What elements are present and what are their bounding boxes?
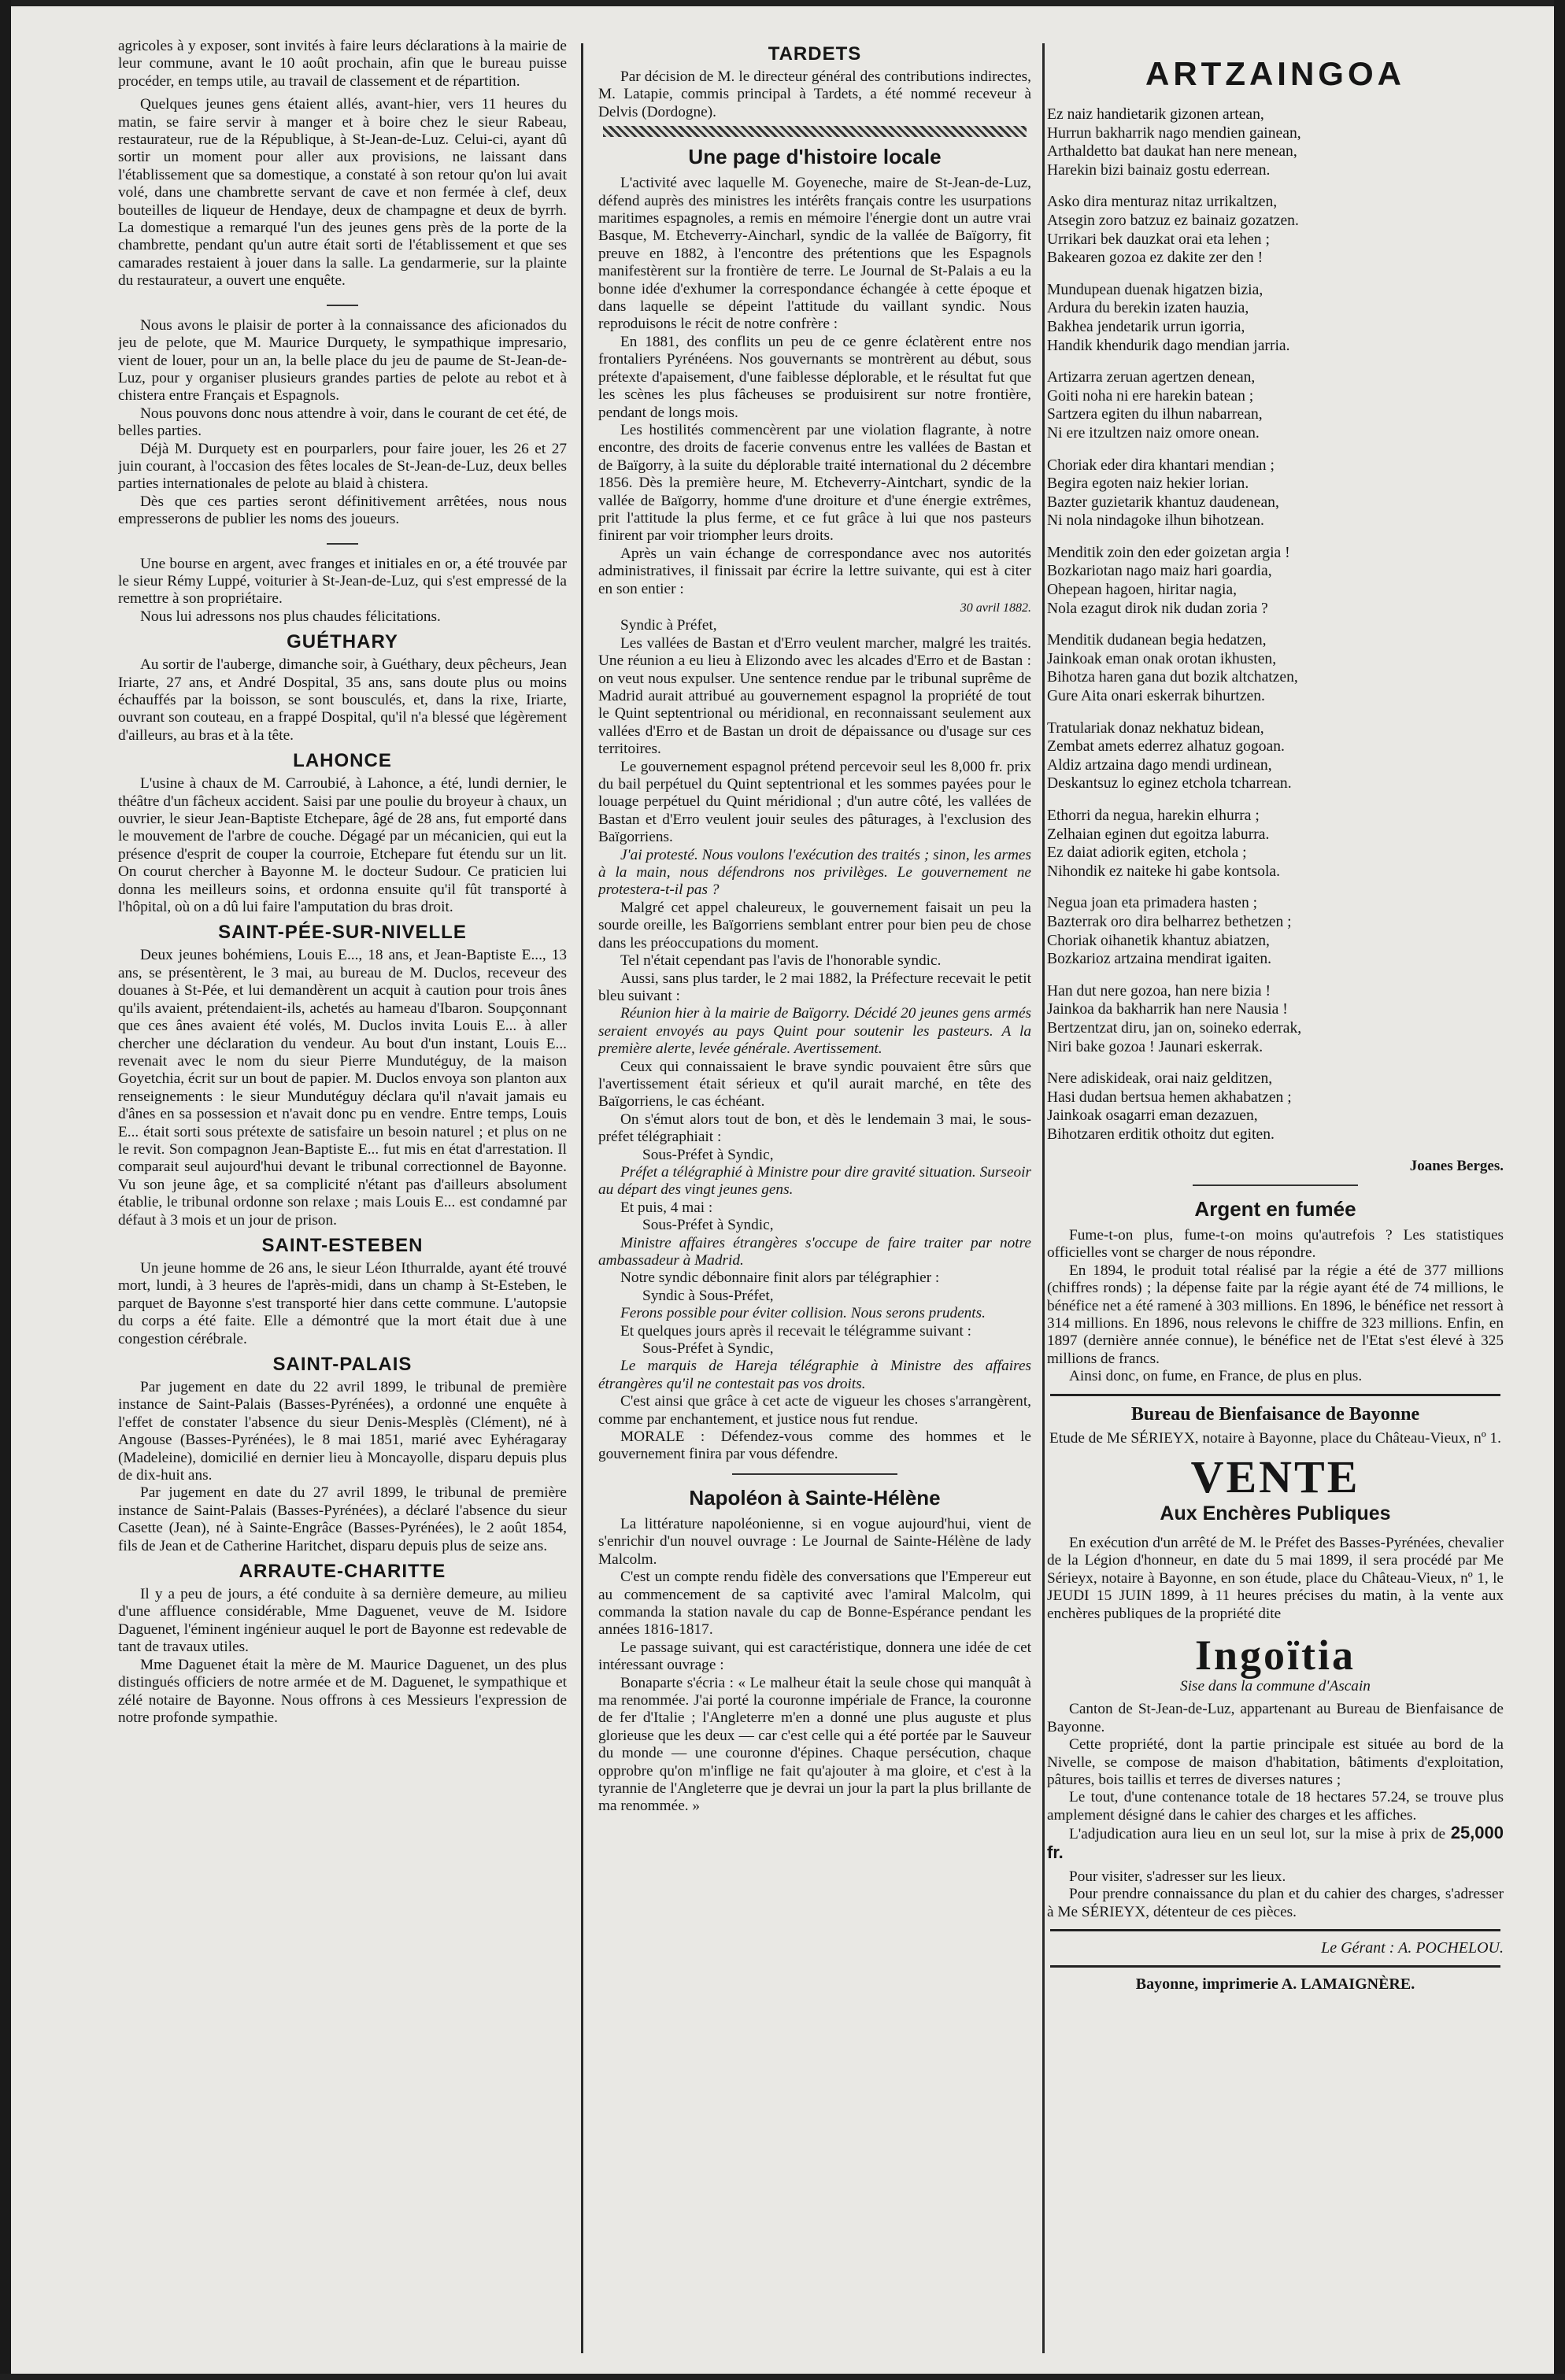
telegram-header: Sous-Préfet à Syndic, — [642, 1217, 774, 1234]
column-rule-1 — [581, 43, 583, 2353]
article-paragraph: L'usine à chaux de M. Carroubié, à Lahonce, a été, lundi dernier, le théâtre d'un fâcheux accident. Saisi par une poulie du broyeur à chaux, un ouvrier, le sieur Jean-Baptiste Etchepare, âgé de 28 ans, fut emporté dans le mouvement de l'arbre de couche. Dégagé par un mécanicien, qui eut la présence d'esprit de couper la courroie, Etchepare fut étendu sur un lit. On courut chercher à Bayonne M. le docteur Sudour. Ce praticien lui donna les meilleurs soins, et ordonna ensuite qu'il fût transporté à l'hôpital, où on a dû lui faire l'amputation du bras droit. — [118, 775, 567, 916]
letter-salutation: Syndic à Préfet, — [620, 617, 717, 634]
separator — [1050, 1965, 1500, 1968]
moral-label: MORALE — [620, 1428, 685, 1446]
article-paragraph: Tel n'était cependant pas l'avis de l'honorable syndic. — [620, 952, 942, 970]
poem-line: Ni ere itzultzen naiz omore onean. — [1047, 424, 1260, 442]
poem-line: Bozkariotan nago maiz hari goardia, — [1047, 563, 1272, 580]
poem-stanza — [1047, 456, 1504, 530]
section-heading: ARRAUTE-CHARITTE — [239, 1561, 446, 1583]
poem-line: Bihotzaren erditik othoitz dut egiten. — [1047, 1125, 1275, 1143]
decorative-rule — [603, 126, 1027, 137]
sale-title: VENTE — [1190, 1451, 1360, 1502]
poem-stanza — [1047, 281, 1504, 355]
article-paragraph: Malgré cet appel chaleureux, le gouvernement faisait un peu la sourde oreille, les Baïgorriens semblant entrer pour bien peu de chose dans les préoccupations du moment. — [598, 899, 1031, 952]
poem-line: Handik khendurik dago mendian jarria. — [1047, 337, 1290, 354]
poem-line: Jainkoak osagarri eman dezazuen, — [1047, 1107, 1258, 1125]
article-paragraph: En 1881, des conflits un peu de ce genre éclatèrent entre nos frontaliers Pyrénéens. Nos gouvernants se montrèrent au début, sous prétexte d'apaisement, d'une faiblesse déplorable, et le résultat fut que les scènes les plus fâcheuses se produisirent sur notre frontière, pendant de longs mois. — [598, 333, 1031, 421]
poem-line: Sartzera egiten du ilhun nabarrean, — [1047, 406, 1263, 423]
printer-line: Bayonne, imprimerie A. LAMAIGNÈRE. — [1135, 1975, 1415, 1993]
article-paragraph: Et puis, 4 mai : — [620, 1199, 713, 1216]
poem-line: Tratulariak donaz nekhatuz bidean, — [1047, 719, 1264, 737]
separator — [1050, 1929, 1500, 1931]
poem-line: Ethorri da negua, harekin elhurra ; — [1047, 808, 1260, 824]
section-heading: SAINT-ESTEBEN — [261, 1234, 424, 1256]
poem-line: Hasi dudan bertsua hemen akhabatzen ; — [1047, 1088, 1292, 1106]
property-name: Ingoïtia — [1194, 1632, 1356, 1679]
section-heading: SAINT-PALAIS — [272, 1354, 413, 1375]
poem-line: Arthaldetto bat daukat han nere menean, — [1047, 143, 1297, 161]
telegram-text: Préfet a télégraphié à Ministre pour dire gravité situation. Surseoir au départ des vingt jeunes gens. — [598, 1163, 1031, 1199]
poem-line: Artizarra zeruan agertzen denean, — [1047, 369, 1256, 386]
telegram-text: Ferons possible pour éviter collision. Nous serons prudents. — [620, 1305, 986, 1322]
poem-stanza — [1047, 894, 1504, 968]
poem-line: Menditik dudanean begia hedatzen, — [1047, 632, 1267, 649]
article-paragraph: Les hostilités commencèrent par une violation flagrante, à notre encontre, des droits de facerie convenus entre les vallées de Bastan et de Baïgorry, à la suite du déplorable traité international du 2 décembre 1856. Dès la première heure, M. Etcheverry-Aintchart, syndic de la vallée de Baïgorry, homme d'une droiture et d'une énergie extrêmes, prit l'attitude la plus ferme, et ce fut grâce à lui que nos pasteurs finirent par voir triompher leurs droits. — [598, 421, 1031, 545]
article-paragraph: Ainsi donc, on fume, en France, de plus en plus. — [1069, 1368, 1363, 1385]
article-paragraph: L'activité avec laquelle M. Goyeneche, maire de St-Jean-de-Luz, défend auprès des ministres les intérêts français contre les usurpations maritimes espagnoles, a remis en mémoire l'énergie dont un autre vrai Basque, M. Etcheverry-Aincharl, syndic de la vallée de Baïgorry, fit preuve en 1882, à l'encontre des prétentions que les Espagnols manifestèrent sur la frontière de terre. Le Journal de St-Palais a eu la bonne idée d'exhumer la correspondance échangée à cette époque et dans laquelle se dépeint l'attitude du vaillant syndic. Nous reproduisons le récit de notre confrère : — [598, 175, 1031, 333]
poem-stanza — [1047, 807, 1504, 881]
section-heading: SAINT-PÉE-SUR-NIVELLE — [218, 922, 467, 944]
notice-paragraph: Canton de St-Jean-de-Luz, appartenant au Bureau de Bienfaisance de Bayonne. — [1047, 1701, 1504, 1735]
article-paragraph: Par jugement en date du 27 avril 1899, le tribunal de première instance de Saint-Palais (Basses-Pyrénées), a déclaré l'absence du sieur Casette (Jean), né à Sainte-Engrâce (Basses-Pyrénées), le 2 août 1854, fils de Jean et de Catherine Haritchet, disparu depuis plus de seize ans. — [118, 1484, 567, 1554]
poem-stanza — [1047, 544, 1504, 618]
notice-paragraph: Cette propriété, dont la partie principale est située au bord de la Nivelle, se compose de maison d'habitation, bâtiments d'exploitation, pâtures, bois taillis et terres de diverses natures ; — [1047, 1736, 1504, 1789]
poem-line: Bozkarioz artzaina mendirat igaiten. — [1047, 951, 1272, 968]
poem-line: Choriak eder dira khantari mendian ; — [1047, 456, 1275, 474]
poem-line: Negua joan eta primadera hasten ; — [1047, 895, 1258, 912]
poem-stanza — [1047, 368, 1504, 442]
separator — [327, 305, 358, 306]
letter-date: 30 avril 1882. — [960, 601, 1031, 615]
article-paragraph: Ceux qui connaissaient le brave syndic pouvaient être sûrs que l'avertissement était sérieux et qu'il aurait marché, en tête des Baïgorriens, le cas échéant. — [598, 1058, 1031, 1111]
article-moral — [598, 1428, 1031, 1464]
poem-line: Nola ezagut dirok nik dudan zoria ? — [1047, 600, 1268, 617]
article-paragraph: Il y a peu de jours, a été conduite à sa dernière demeure, au milieu d'une affluence considérable, Mme Daguenet, veuve de M. Isidore Daguenet, l'éminent ingénieur auquel le port de Bayonne est redevable de tant de travaux utiles. — [118, 1586, 567, 1656]
poem-line: Ohepean hagoen, hiritar nagia, — [1047, 582, 1238, 599]
notice-paragraph — [1047, 1824, 1504, 1863]
article-paragraph: C'est un compte rendu fidèle des conversations que l'Empereur eut au commencement de sa captivité avec l'amiral Malcolm, qui commanda la station navale du cap de Bonne-Espérance pendant les années 1816-1817. — [598, 1569, 1031, 1639]
poem-line: Bakhea jendetarik urrun igorria, — [1047, 318, 1245, 335]
notice-paragraph: Le tout, d'une contenance totale de 18 hectares 57.24, se trouve plus amplement désigné dans le cahier des charges et les affiches. — [1047, 1789, 1504, 1824]
article-paragraph: Aussi, sans plus tarder, le 2 mai 1882, la Préfecture recevait le petit bleu suivant : — [598, 970, 1031, 1004]
notice-paragraph: Pour visiter, s'adresser sur les lieux. — [1069, 1868, 1286, 1886]
separator — [732, 1473, 897, 1475]
separator — [327, 543, 358, 545]
poem-title: ARTZAINGOA — [1145, 55, 1405, 92]
article-paragraph: On s'émut alors tout de bon, et dès le lendemain 3 mai, le sous-préfet télégraphiait : — [598, 1111, 1031, 1146]
article-title: Argent en fumée — [1194, 1196, 1356, 1221]
letter-paragraph: J'ai protesté. Nous voulons l'exécution des traités ; sinon, les armes à la main, nous défendrons nos privilèges. Le gouvernement ne protestera-t-il pas ? — [598, 846, 1031, 899]
article-paragraph: Un jeune homme de 26 ans, le sieur Léon Ithurralde, ayant été trouvé mort, lundi, à 3 heures de l'après-midi, dans un champ à St-Esteben, le parquet de Bayonne s'est transporté hier dans cette commune. L'autopsie du corps a été faite. Elle a démontré que la mort était due à une congestion cérébrale. — [118, 1259, 567, 1347]
poem-line: Bazterrak oro dira belharrez bethetzen ; — [1047, 913, 1292, 930]
article-paragraph: C'est ainsi que grâce à cet acte de vigueur les choses s'arrangèrent, comme par enchantement, et justice nous fut rendue. — [598, 1393, 1031, 1428]
column-right — [1047, 38, 1504, 2344]
article-paragraph: Bonaparte s'écria : « Le malheur était la seule chose qui manquât à ma renommée. J'ai porté la couronne impériale de France, la couronne de fer d'Italie ; l'Angleterre m'en a donné une plus auguste et plus glorieuse que les deux — car c'est celle qui a été portée par le Sauveur du monde — une couronne d'épines. Chaque persécution, chaque opprobre qu'on m'inflige ne fait qu'ajouter à ma gloire, et c'est à la tyrannie de l'Angleterre que je devrai un jour la part la plus brillante de ma renommée. » — [598, 1674, 1031, 1815]
poem-stanza — [1047, 193, 1504, 267]
article-paragraph: Et quelques jours après il recevait le télégramme suivant : — [620, 1322, 971, 1340]
poem-line: Choriak oihanetik khantuz abiatzen, — [1047, 932, 1270, 949]
article-title: Une page d'histoire locale — [688, 145, 942, 169]
article-paragraph: Notre syndic débonnaire finit alors par télégraphier : — [620, 1269, 940, 1287]
article-paragraph: Au sortir de l'auberge, dimanche soir, à Guéthary, deux pêcheurs, Jean Iriarte, 27 ans, et André Dospital, 35 ans, sans doute plus ou moins échauffés par la boisson, se sont bousculés, et, dans la rixe, Iriarte, ouvrant son couteau, en a frappé Dospital, qu'il n'a blessé que légèrement d'ailleurs, au bras et à la tête. — [118, 656, 567, 744]
poem-line: Nihondik ez naiteke hi gabe kontsola. — [1047, 863, 1281, 880]
poem-line: Jainkoa da bakharrik han nere Nausia ! — [1047, 1001, 1288, 1018]
property-location: Sise dans la commune d'Ascain — [1180, 1678, 1371, 1694]
poem-line: Aldiz artzaina dago mendi urdinean, — [1047, 756, 1272, 774]
article-paragraph: Deux jeunes bohémiens, Louis E..., 18 ans, et Jean-Baptiste E..., 13 ans, se présentèrent, le 3 mai, au bureau de M. Duclos, receveur des douanes à St-Pée, et lui demandèrent un acquit à caution pour trois ânes qu'ils avaient, prétendaient-ils, achetés au hameau d'Ibaron. Soupçonnant que ces ânes avaient été volés, M. Duclos invita Louis E... à aller chercher une déclaration du vendeur. Au bout d'un instant, Louis E... revenait avec le nom du sieur Pierre Mundutéguy, de la maison Goyetchia, écrit sur un bout de papier. M. Duclos envoya son planton aux renseignements : le sieur Mundutéguy déclara qu'il n'avait jamais eu d'ânes en sa possession et n'avait donc pu en vendre. Entre temps, Louis E... était sorti sous prétexte de satisfaire un besoin naturel ; et plus on ne le revit. Son compagnon Jean-Baptiste E... fut mis en état d'arrestation. Il comparait seul aujourd'hui devant le tribunal correctionnel de Bayonne. Vu son jeune âge, et sa complicité n'étant pas d'ailleurs absolument établie, le tribunal ordonne son relaxe ; mais Louis E... est condamné par défaut à 3 mois et un jour de prison. — [118, 947, 567, 1229]
scan-border-bottom — [0, 2374, 1565, 2380]
telegram-text: Réunion hier à la mairie de Baïgorry. Décidé 20 jeunes gens armés seraient envoyés au pays Quint pour soutenir les pasteurs. A la première alerte, levée générale. Avertissement. — [598, 1005, 1031, 1058]
poem-line: Harekin bizi bainaiz gostu ederrean. — [1047, 161, 1271, 179]
scan-border-top — [0, 0, 1565, 6]
poem-line: Ez naiz handietarik gizonen artean, — [1047, 106, 1264, 123]
poem-line: Ez daiat adiorik egiten, etchola ; — [1047, 844, 1247, 862]
poem-line: Urrikari bek dauzkat orai eta lehen ; — [1047, 231, 1270, 248]
notice-price: 25,000 fr. — [1047, 1823, 1504, 1862]
poem-line: Jainkoak eman onak orotan ikhusten, — [1047, 650, 1277, 667]
article-paragraph: Dès que ces parties seront définitivement arrêtées, nous nous empresserons de publier les noms des joueurs. — [118, 493, 567, 528]
article-paragraph: Quelques jeunes gens étaient allés, avant-hier, vers 11 heures du matin, se faire servir à manger et à boire chez le sieur Rabeau, restaurateur, rue de la République, à St-Jean-de-Luz. Celui-ci, ayant dû sortir un moment pour aller aux provisions, ne laissant dans l'établissement que sa domestique, a constaté à son retour qu'on lui avait volé, dans une chambrette servant de cave et non fermée à clef, deux bouteilles de liqueur de Hendaye, deux de champagne et deux de byrrh. La domestique a remarqué l'un des jeunes gens près de la porte de la chambrette, pendant qu'un autre était sorti de l'établissement et que ses camarades restaient à jouer dans la salle. La gendarmerie, sur la plainte du restaurateur, a ouvert une enquête. — [118, 96, 567, 290]
article-paragraph: agricoles à y exposer, sont invités à faire leurs déclarations à la mairie de leur commune, avant le 10 août prochain, afin que le bureau puisse procéder, en temps utile, au travail de classement et de répartition. — [118, 38, 567, 90]
poem-stanza — [1047, 1070, 1504, 1144]
scan-border-left — [0, 0, 11, 2380]
column-middle — [598, 38, 1031, 2336]
article-paragraph: La littérature napoléonienne, si en vogue aujourd'hui, vient de s'enrichir d'un nouvel ouvrage : Le Journal de Sainte-Hélène de lady Malcolm. — [598, 1515, 1031, 1568]
poem-stanza — [1047, 719, 1504, 793]
separator — [1050, 1394, 1500, 1396]
article-paragraph: Après un vain échange de correspondance avec nos autorités administratives, il finissait par écrire la lettre suivante, qui est à citer en son entier : — [598, 545, 1031, 597]
poem-stanza — [1047, 982, 1504, 1056]
poem-line: Bertzentzat diru, jan on, soineko ederrak, — [1047, 1019, 1302, 1037]
poem-line: Bakearen gozoa ez dakite zer den ! — [1047, 249, 1263, 267]
article-paragraph: Déjà M. Durquety est en pourparlers, pour faire jouer, les 26 et 27 juin courant, à l'occasion des fêtes locales de St-Jean-de-Luz, deux belles parties internationales de pelote au blaid à chistera. — [118, 440, 567, 493]
article-paragraph: Mme Daguenet était la mère de M. Maurice Daguenet, un des plus distingués officiers de notre armée et de M. Daguenet, le sympathique et zélé notaire de Bayonne. Nous offrons à ces Messieurs l'expression de notre profonde sympathie. — [118, 1656, 567, 1726]
poem-stanza — [1047, 105, 1504, 179]
poem-signature: Joanes Berges. — [1409, 1157, 1504, 1174]
notice-heading: Bureau de Bienfaisance de Bayonne — [1130, 1403, 1420, 1425]
poem-line: Asko dira menturaz nitaz urrikaltzen, — [1047, 194, 1278, 211]
article-paragraph: Fume-t-on plus, fume-t-on moins qu'autrefois ? Les statistiques officielles vont se charger de nous répondre. — [1047, 1226, 1504, 1262]
poem-line: Menditik zoin den eder goizetan argia ! — [1047, 544, 1290, 561]
poem-line: Zelhaian eginen dut egoitza laburra. — [1047, 826, 1270, 843]
poem-line: Hurrun bakharrik nago mendien gainean, — [1047, 124, 1301, 142]
poem-stanza — [1047, 631, 1504, 705]
section-heading: TARDETS — [768, 43, 862, 65]
article-paragraph: Nous pouvons donc nous attendre à voir, dans le courant de cet été, de belles parties. — [118, 405, 567, 440]
article-paragraph: Par jugement en date du 22 avril 1899, le tribunal de première instance de Saint-Palais (Basses-Pyrénées), a ordonné une enquête à l'effet de constater l'absence du sieur Denis-Mesplès (Clément), né à Angouse (Basses-Pyrénées), le 8 mai 1851, marié avec Eyhéragaray (Madeleine), domicilié en dernier lieu à Moncayolle, disparu depuis plus de dix-huit ans. — [118, 1379, 567, 1484]
poem-line: Niri bake gozoa ! Jaunari eskerrak. — [1047, 1038, 1263, 1055]
article-title: Napoléon à Sainte-Hélène — [689, 1485, 941, 1510]
telegram-text: Le marquis de Hareja télégraphie à Ministre des affaires étrangères qu'il ne contestait pas vos droits. — [598, 1358, 1031, 1392]
poem-line: Nere adiskideak, orai naiz gelditzen, — [1047, 1070, 1273, 1088]
telegram-header: Syndic à Sous-Préfet, — [642, 1287, 774, 1304]
column-rule-2 — [1042, 43, 1045, 2353]
letter-paragraph: Les vallées de Bastan et d'Erro veulent marcher, malgré les traités. Une réunion a eu lieu à Elizondo avec les alcades d'Erro et de Bastan : on veut nous expulser. Une sentence rendue par le tribunal suprême de Madrid aurait attribué au gouvernement espagnol la propriété de tout le Quint septentrional ou méridional, en reconnaissant seulement aux vallées d'Erro et de Bastan un droit de dépaissance ou d'usage sur ces territoires. — [598, 634, 1031, 758]
telegram-header: Sous-Préfet à Syndic, — [642, 1340, 774, 1358]
poem-line: Atsegin zoro batzuz ez bainaiz gozatzen. — [1047, 212, 1299, 229]
publisher-manager: Le Gérant : A. POCHELOU. — [1321, 1939, 1504, 1957]
moral-text: : Défendez-vous comme des hommes et le gouvernement finira par vous défendre. — [598, 1428, 1031, 1463]
article-paragraph: Nous lui adressons nos plus chaudes félicitations. — [140, 608, 441, 625]
section-heading: GUÉTHARY — [287, 631, 398, 653]
notice-address: Etude de Me SÉRIEYX, notaire à Bayonne, place du Château-Vieux, nº 1. — [1049, 1429, 1501, 1447]
poem — [1047, 105, 1504, 1144]
article-paragraph: Une bourse en argent, avec franges et initiales en or, a été trouvée par le sieur Rémy Luppé, voiturier à St-Jean-de-Luz, qui s'est empressé de la remettre à son propriétaire. — [118, 555, 567, 608]
poem-line: Zembat amets ederrez alhatuz gogoan. — [1047, 738, 1285, 756]
poem-line: Begira egoten naiz hekier lorian. — [1047, 475, 1249, 493]
notice-paragraph: Pour prendre connaissance du plan et du cahier des charges, s'adresser à Me SÉRIEYX, détenteur de ces pièces. — [1047, 1886, 1504, 1920]
telegram-header: Sous-Préfet à Syndic, — [642, 1146, 774, 1163]
letter-paragraph: Le gouvernement espagnol prétend percevoir seul les 8,000 fr. prix du bail perpétuel du Quint septentrional et les sommes payées pour le louage perpétuel du Quint méridional ; d'un autre côté, les vallées de Bastan et d'Erro veulent jouir seules des pâturages, à l'exclusion des Baïgorriens. — [598, 758, 1031, 846]
poem-line: Bazter guzietarik khantuz daudenean, — [1047, 493, 1279, 511]
section-heading: LAHONCE — [293, 750, 392, 772]
sale-subtitle: Aux Enchères Publiques — [1160, 1502, 1391, 1524]
separator — [1193, 1184, 1358, 1186]
telegram-text: Ministre affaires étrangères s'occupe de faire traiter par notre ambassadeur à Madrid. — [598, 1234, 1031, 1269]
column-left — [118, 38, 567, 2336]
poem-line: Goiti noha ni ere harekin batean ; — [1047, 387, 1254, 405]
poem-line: Bihotza haren gana dut bozik altchatzen, — [1047, 669, 1298, 686]
article-paragraph: Par décision de M. le directeur général des contributions indirectes, M. Latapie, commis principal à Tardets, a été nommé receveur à Delvis (Dordogne). — [598, 68, 1031, 120]
notice-price-intro: L'adjudication aura lieu en un seul lot, sur la mise à prix de — [1069, 1826, 1446, 1843]
poem-line: Han dut nere gozoa, han nere bizia ! — [1047, 982, 1271, 1000]
poem-line: Ni nola nindagoke ilhun bihotzean. — [1047, 512, 1264, 530]
scan-border-right — [1554, 0, 1565, 2380]
article-paragraph: Nous avons le plaisir de porter à la connaissance des aficionados du jeu de pelote, que M. Maurice Durquety, le sympathique impresario, vient de louer, pour un an, la belle place du jeu de paume de St-Jean-de-Luz, pour y organiser plusieurs grandes parties de pelote au rebot et à chistera entre Français et Espagnols. — [118, 316, 567, 405]
poem-line: Gure Aita onari eskerrak bihurtzen. — [1047, 688, 1265, 705]
poem-line: Ardura du berekin izaten hauzia, — [1047, 300, 1249, 317]
poem-line: Deskantsuz lo eginez etchola tcharrean. — [1047, 775, 1292, 793]
notice-paragraph: En exécution d'un arrêté de M. le Préfet des Basses-Pyrénées, chevalier de la Légion d'honneur, en date du 5 mai 1899, il sera procédé par Me Sérieyx, notaire à Bayonne, en son étude, place du Château-Vieux, nº 1, le JEUDI 15 JUIN 1899, à 11 heures précises du matin, à la vente aux enchères publiques de la propriété dite — [1047, 1534, 1504, 1622]
article-paragraph: Le passage suivant, qui est caractéristique, donnera une idée de cet intéressant ouvrage : — [598, 1639, 1031, 1674]
poem-line: Mundupean duenak higatzen bizia, — [1047, 281, 1263, 298]
article-paragraph: En 1894, le produit total réalisé par la régie a été de 377 millions (chiffres ronds) ; la dépense faite par la régie ayant été de 74 millions, le bénéfice net a été ramené à 303 millions. En 1896, le bénéfice net ressort à 314 millions. En 1896, nous relevons le chiffre de 323 millions. Enfin, en 1897 (dernière année connue), le bénéfice net de l'Etat s'est élevé à 325 millions de francs. — [1047, 1262, 1504, 1367]
